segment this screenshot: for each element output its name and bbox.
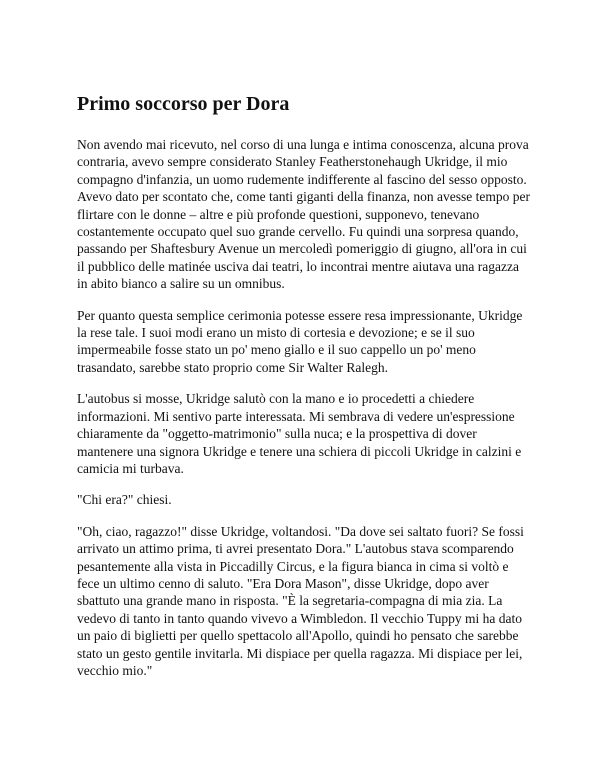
document-body [77, 92, 530, 693]
paragraph-5: "Oh, ciao, ragazzo!" disse Ukridge, voltandosi. "Da dove sei saltato fuori? Se fossi arrivato un attimo prima, ti avrei presentato Dora." L'autobus stava scomparendo pesantemente alla vista in Piccadilly Circus, e la figura bianca in cima si voltò e fece un ultimo cenno di saluto. "Era Dora Mason", disse Ukridge, dopo aver sbattuto una grande mano in risposta. "È la segretaria-compagna di mia zia. La vedevo di tanto in tanto quando vivevo a Wimbledon. Il vecchio Tuppy mi ha dato un paio di biglietti per quello spettacolo all'Apollo, quindi ho pensato che sarebbe stato un gesto gentile invitarla. Mi dispiace per quella ragazza. Mi dispiace per lei, vecchio mio." [77, 523, 524, 678]
document-title: Primo soccorso per Dora [77, 93, 290, 115]
paragraph-2: Per quanto questa semplice cerimonia potesse essere resa impressionante, Ukridge la rese tale. I suoi modi erano un misto di cortesia e devozione; e se il suo impermeabile fosse stato un po' meno giallo e il suo cappello un po' meno trasandato, sarebbe stato proprio come Sir Walter Ralegh. [77, 307, 523, 375]
paragraph-3: L'autobus si mosse, Ukridge salutò con la mano e io procedetti a chiedere informazioni. Mi sentivo parte interessata. Mi sembrava di vedere un'espressione chiaramente da "oggetto-matrimonio" sulla nuca; e la prospettiva di dover mantenere una signora Ukridge e tenere una schiera di piccoli Ukridge in calzini e camicia mi turbava. [77, 391, 522, 476]
paragraph-4: "Chi era?" chiesi. [77, 492, 172, 508]
paragraph-1: Non avendo mai ricevuto, nel corso di una lunga e intima conoscenza, alcuna prova contraria, avevo sempre considerato Stanley Featherstonehaugh Ukridge, il mio compagno d'infanzia, un uomo rudemente indifferente al fascino del sesso opposto. Avevo dato per scontato che, come tanti giganti della finanza, non avesse tempo per flirtare con le donne – altre e più profonde questioni, supponevo, tenevano costantemente occupato quel suo grande cervello. Fu quindi una sorpresa quando, passando per Shaftesbury Avenue un mercoledì pomeriggio di giugno, all'ora in cui il pubblico delle matinée usciva dai teatri, lo incontrai mentre aiutava una ragazza in abito bianco a salire su un omnibus. [77, 137, 530, 292]
